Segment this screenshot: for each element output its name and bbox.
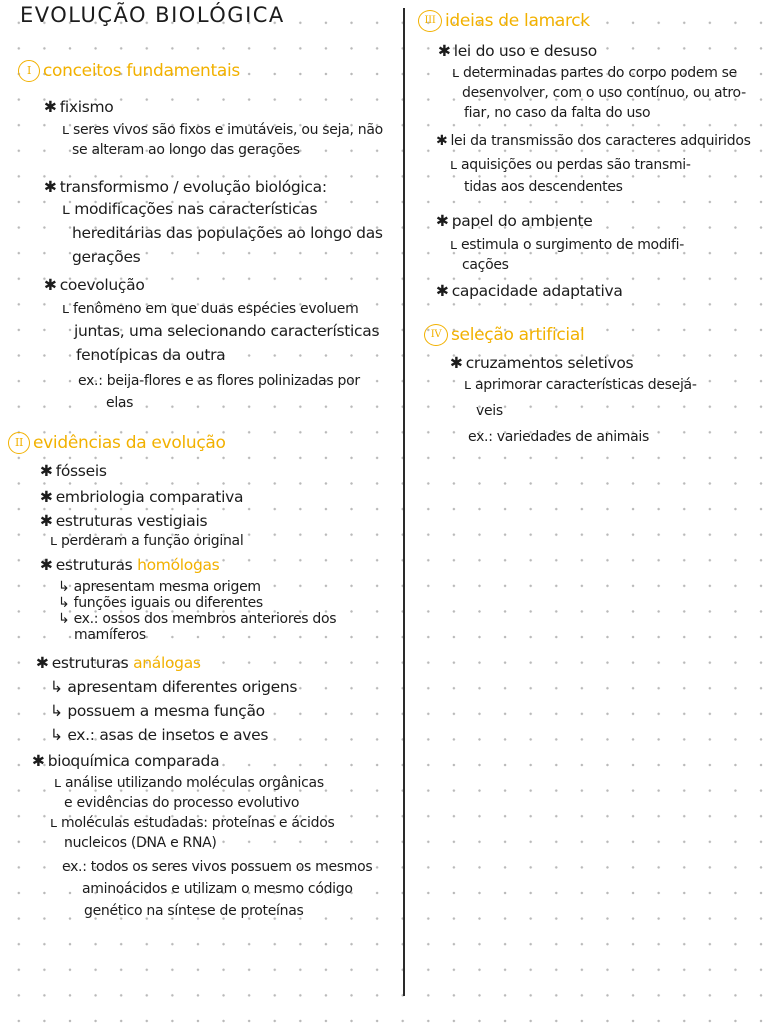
fixismo-label: fixismo (59, 98, 114, 116)
coevolucao-example-2: elas (106, 395, 134, 411)
cruzamentos-line-1: ʟ aprimorar características desejá- (464, 377, 697, 393)
uso-desuso-item: ✱ lei do uso e desuso (438, 42, 597, 60)
section-2-title: evidências da evolução (33, 433, 226, 453)
analogas-item: ✱ estruturas análogas (36, 654, 201, 672)
homologas-item: ✱ estruturas homólogas (40, 556, 220, 574)
cruzamentos-example: ex.: variedades de animais (468, 429, 649, 445)
transformismo-line-3: gerações (72, 248, 141, 266)
analogas-keyword: análogas (133, 654, 201, 672)
fixismo-item: ✱ fixismo (44, 98, 114, 116)
homologas-line-3: ↳ ex.: ossos dos membros anteriores dos (58, 611, 337, 627)
ambiente-line-1: ʟ estimula o surgimento de modifi- (450, 237, 684, 253)
section-2-heading (8, 432, 226, 454)
capacidade-item: ✱ capacidade adaptativa (436, 282, 623, 300)
section-4-numeral: IV (424, 324, 448, 346)
uso-desuso-line-2: desenvolver, com o uso contínuo, ou atro- (462, 85, 746, 101)
homologas-line-1: ↳ apresentam mesma origem (58, 579, 261, 595)
coevolucao-line-1: ʟ fenômeno em que duas espécies evoluem (62, 301, 359, 317)
section-1-heading (18, 60, 240, 82)
bioquimica-example-2: aminoácidos e utilizam o mesmo código (82, 881, 353, 897)
bioquimica-example-3: genético na síntese de proteínas (84, 903, 304, 919)
transformismo-line-2: hereditárias das populações ao longo das (72, 224, 383, 242)
uso-desuso-line-3: fiar, no caso da falta do uso (464, 105, 651, 121)
transformismo-label: transformismo / evolução biológica: (59, 178, 327, 196)
transmissao-line-1: ʟ aquisições ou perdas são transmi- (450, 157, 691, 173)
transmissao-item: ✱ lei da transmissão dos caracteres adquiridos (436, 133, 751, 149)
section-2-numeral: II (8, 432, 30, 454)
fixismo-line-1: ʟ seres vivos são fixos e imutáveis, ou seja, não (62, 122, 383, 138)
cruzamentos-line-2: veis (476, 403, 503, 419)
section-3-numeral: III (418, 10, 442, 32)
vestigiais-item: ✱ estruturas vestigiais (40, 512, 208, 530)
coevolucao-item: ✱ coevolução (44, 276, 145, 294)
bioquimica-line-2: e evidências do processo evolutivo (64, 795, 300, 811)
coevolucao-label: coevolução (59, 276, 145, 294)
transmissao-line-2: tidas aos descendentes (464, 179, 623, 195)
section-3-heading (418, 10, 590, 32)
bioquimica-line-4: nucleicos (DNA e RNA) (64, 835, 217, 851)
homologas-keyword: homólogas (137, 556, 220, 574)
ambiente-line-2: cações (462, 257, 509, 273)
section-1-numeral: I (18, 60, 40, 82)
page-title: EVOLUÇÃO BIOLÓGICA (20, 3, 285, 27)
cruzamentos-item: ✱ cruzamentos seletivos (450, 354, 634, 372)
section-1-title: conceitos fundamentais (43, 61, 240, 81)
homologas-line-4: mamíferos (74, 627, 146, 643)
section-4-title: seleção artificial (451, 325, 585, 345)
uso-desuso-line-1: ʟ determinadas partes do corpo podem se (452, 65, 737, 81)
coevolucao-line-2: juntas, uma selecionando características (74, 322, 380, 340)
transformismo-item: ✱ transformismo / evolução biológica: (44, 178, 327, 196)
analogas-line-1: ↳ apresentam diferentes origens (50, 678, 298, 696)
section-3-title: ideias de lamarck (445, 11, 590, 31)
bioquimica-item: ✱ bioquímica comparada (32, 752, 220, 770)
embriologia-item: ✱ embriologia comparativa (40, 488, 244, 506)
column-divider (403, 8, 405, 996)
vestigiais-line-1: ʟ perderam a função original (50, 533, 244, 549)
fixismo-line-2: se alteram ao longo das gerações (72, 142, 300, 158)
ambiente-item: ✱ papel do ambiente (436, 212, 593, 230)
coevolucao-example: ex.: beija-flores e as flores polinizadas por (78, 373, 360, 389)
bioquimica-line-1: ʟ análise utilizando moléculas orgânicas (54, 775, 324, 791)
bioquimica-example-1: ex.: todos os seres vivos possuem os mesmos (62, 859, 373, 875)
bioquimica-line-3: ʟ moléculas estudadas: proteínas e ácidos (50, 815, 335, 831)
transformismo-line-1: ʟ modificações nas características (62, 200, 318, 218)
analogas-line-2: ↳ possuem a mesma função (50, 702, 265, 720)
homologas-line-2: ↳ funções iguais ou diferentes (58, 595, 263, 611)
analogas-line-3: ↳ ex.: asas de insetos e aves (50, 726, 269, 744)
coevolucao-line-3: fenotípicas da outra (76, 346, 226, 364)
fosseis-item: ✱ fósseis (40, 462, 107, 480)
section-4-heading (424, 324, 584, 346)
